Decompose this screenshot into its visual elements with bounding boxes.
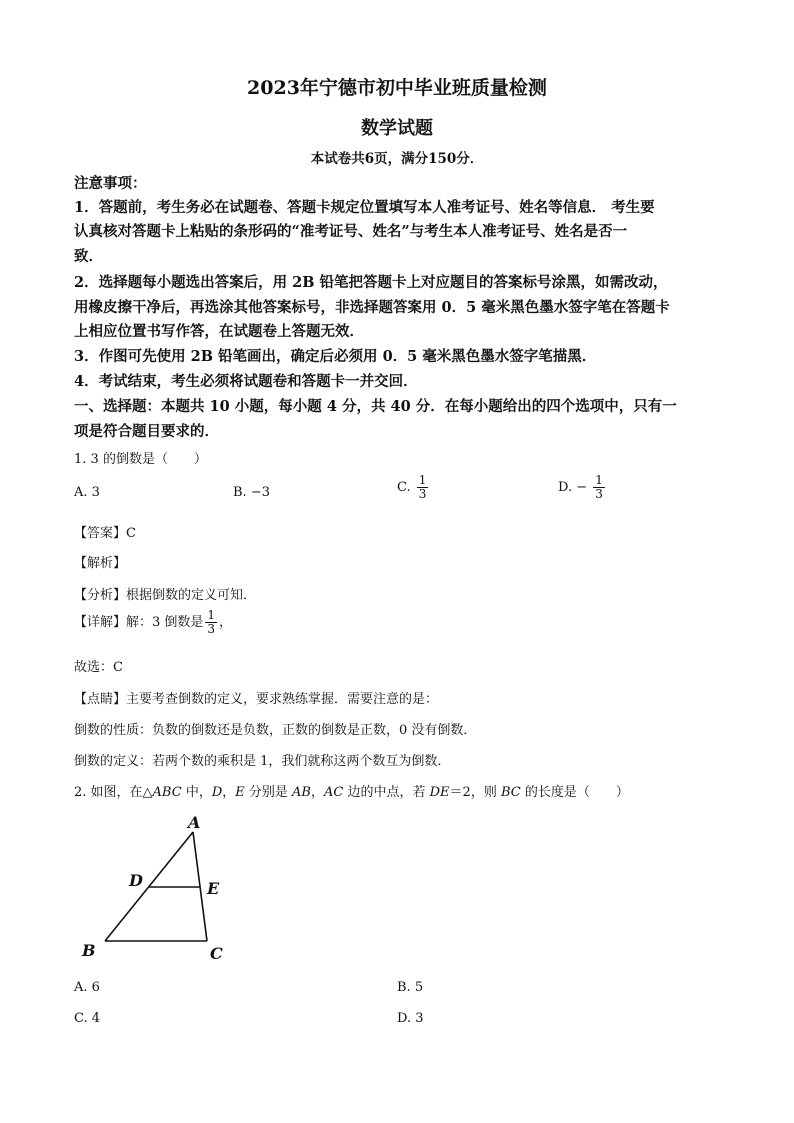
q2-stem-part: 的长度是（ ） — [520, 785, 629, 800]
instruction-2-line-1: 2．选择题每小题选出答案后，用 2B 铅笔把答题卡上对应题目的答案标号涂黑，如需改动， — [74, 274, 668, 291]
vertex-label-b: B — [82, 941, 96, 960]
instruction-3: 3．作图可先使用 2B 铅笔画出，确定后必须用 0．5 毫米黑色墨水签字笔描黑． — [74, 348, 597, 365]
q1-option-a: A. 3 — [74, 485, 100, 500]
q1-detail — [74, 609, 232, 636]
vertex-label-d: D — [129, 871, 143, 890]
fraction-denominator: 3 — [418, 487, 427, 501]
instruction-1-line-1: 1．答题前，考生务必在试题卷、答题卡规定位置填写本人准考证号、姓名等信息． 考生要 — [74, 199, 655, 216]
q2-stem-part: 分别是 — [244, 785, 293, 800]
q1-fenxi — [74, 584, 256, 603]
detail-tag: 【详解】 — [74, 615, 127, 630]
q1-option-d — [558, 474, 607, 501]
fraction-denominator: 3 — [207, 622, 216, 636]
exam-note: 本试卷共6页，满分150分． — [310, 151, 484, 167]
q1-analysis-tag: 【解析】 — [74, 556, 127, 571]
instructions-heading: 注意事项： — [74, 175, 147, 192]
q1-option-c-fraction — [417, 474, 429, 501]
exam-title: 2023年宁德市初中毕业班质量检测 — [247, 77, 547, 99]
dianjing-text: 主要考查倒数的定义，要求熟练掌握．需要注意的是： — [126, 692, 439, 707]
vertex-label-c: C — [210, 944, 223, 963]
fenxi-text: 根据倒数的定义可知． — [126, 588, 257, 603]
q2-stem-part: ＝2，则 — [449, 785, 501, 800]
q2-stem-part: 边的中点，若 — [343, 785, 430, 800]
q2-stem-part: ， — [311, 785, 325, 800]
fraction-numerator: 1 — [207, 608, 216, 622]
q1-option-c — [397, 474, 430, 501]
q2-var-e: E — [235, 785, 245, 800]
q2-var-de: DE — [429, 785, 450, 800]
answer-value: C — [126, 526, 136, 541]
q1-option-d-label: D. − — [558, 480, 588, 495]
q2-var-ac: AC — [324, 785, 344, 800]
q2-option-a: A. 6 — [74, 980, 100, 995]
fraction-numerator: 1 — [418, 473, 427, 487]
fraction-numerator: 1 — [595, 473, 603, 487]
q2-triangle-figure — [74, 810, 244, 970]
q2-stem — [74, 781, 629, 800]
q2-var-bc: BC — [500, 785, 521, 800]
q1-property: 倒数的性质：负数的倒数还是负数，正数的倒数是正数，0 没有倒数． — [74, 723, 477, 738]
dianjing-tag: 【点睛】 — [74, 692, 127, 707]
answer-tag: 【答案】 — [74, 526, 127, 541]
q2-var-abc: ABC — [152, 785, 182, 800]
fraction-denominator: 3 — [595, 487, 603, 501]
q1-option-b: B. −3 — [233, 485, 270, 500]
q2-stem-part: 中， — [181, 785, 212, 800]
section-1-line-2: 项是符合题目要求的． — [74, 423, 219, 440]
vertex-label-e: E — [207, 879, 220, 898]
q1-option-d-fraction — [593, 474, 605, 501]
q1-stem: 1. 3 的倒数是（ ） — [74, 452, 207, 467]
q2-var-d: D — [211, 785, 223, 800]
q2-option-c: C. 4 — [74, 1011, 101, 1026]
detail-fraction — [205, 609, 217, 636]
q1-option-c-label: C. — [397, 480, 411, 495]
q2-stem-part: 2. 如图，在△ — [74, 785, 153, 800]
instruction-2-line-3: 上相应位置书写作答，在试题卷上答题无效． — [74, 323, 364, 340]
instruction-4: 4．考试结束，考生必须将试题卷和答题卡一并交回． — [74, 373, 418, 390]
exam-subtitle: 数学试题 — [361, 118, 433, 139]
instruction-1-line-2: 认真核对答题卡上粘贴的条形码的“准考证号、姓名”与考生本人准考证号、姓名是否一 — [74, 223, 628, 240]
q2-var-ab: AB — [292, 785, 311, 800]
detail-text: 解：3 倒数是 — [126, 615, 204, 630]
q2-option-d: D. 3 — [397, 1011, 424, 1026]
q1-definition: 倒数的定义：若两个数的乘积是 1，我们就称这两个数互为倒数． — [74, 754, 451, 769]
q1-choice: 故选：C — [74, 660, 123, 675]
section-1-line-1: 一、选择题：本题共 10 小题，每小题 4 分，共 40 分．在每小题给出的四个选项中，只有一 — [74, 398, 677, 415]
q1-answer — [74, 522, 136, 541]
vertex-label-a: A — [188, 813, 201, 832]
detail-end: ， — [219, 615, 233, 630]
q2-option-b: B. 5 — [397, 980, 424, 995]
instruction-1-line-3: 致． — [74, 248, 103, 265]
q1-dianjing — [74, 688, 438, 707]
instruction-2-line-2: 用橡皮擦干净后，再选涂其他答案标号，非选择题答案用 0．5 毫米黑色墨水签字笔在答题卡 — [74, 299, 670, 316]
fenxi-tag: 【分析】 — [74, 588, 127, 603]
q2-stem-part: ， — [222, 785, 236, 800]
